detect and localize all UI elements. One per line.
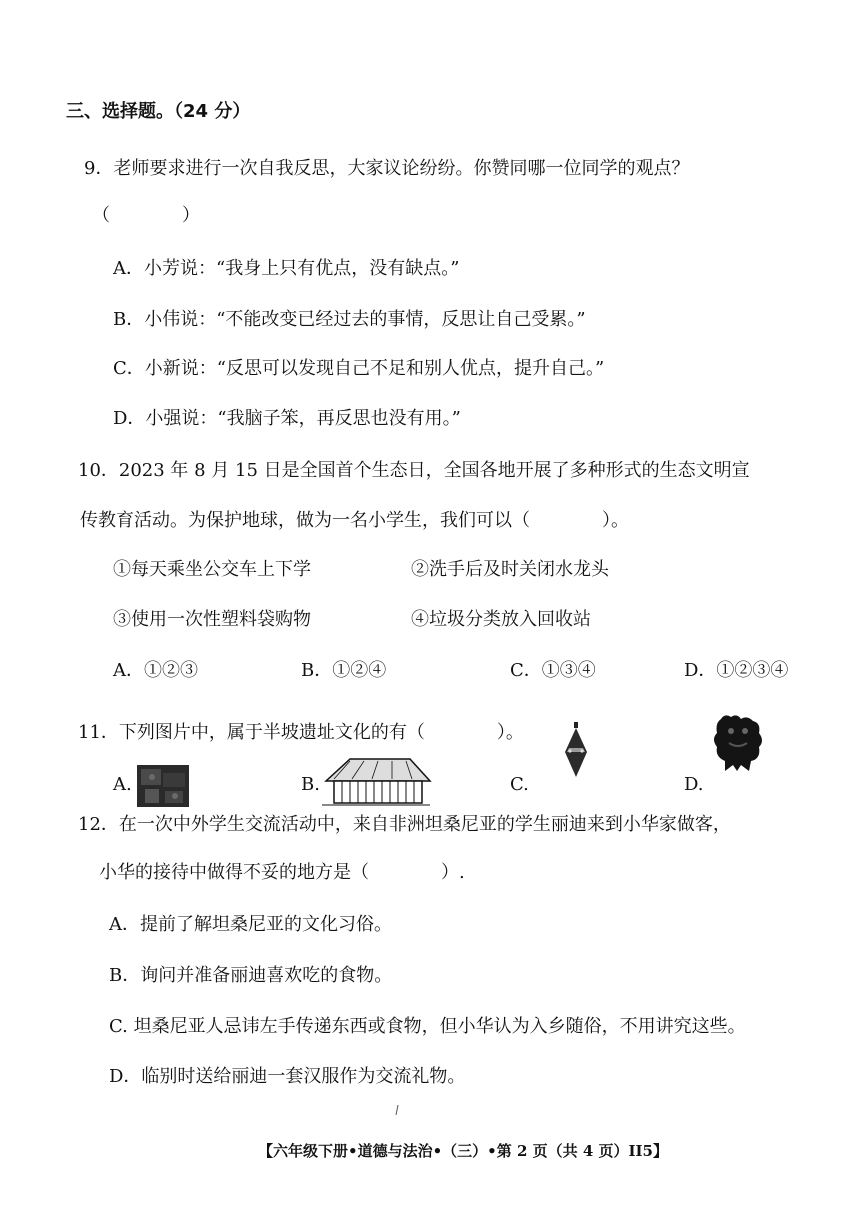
q10-option-d: D．①②③④ bbox=[684, 660, 789, 681]
q9-answer-blank: （ ） bbox=[92, 205, 200, 226]
q10-option-c: C．①③④ bbox=[510, 660, 596, 681]
q12-option-c: C. 坦桑尼亚人忌讳左手传递东西或食物，但小华认为入乡随俗，不用讲究这些。 bbox=[109, 1016, 746, 1037]
q9-option-a: A．小芳说：“我身上只有优点，没有缺点。” bbox=[113, 258, 460, 279]
q11-stem: 11．下列图片中，属于半坡遗址文化的有（ ）。 bbox=[78, 722, 524, 743]
q9-option-b: B．小伟说：“不能改变已经过去的事情，反思让自己受累。” bbox=[113, 309, 586, 330]
bronze-figure-sculpture bbox=[711, 713, 767, 773]
q11-option-a: A. bbox=[113, 774, 132, 795]
q9-option-c: C．小新说：“反思可以发现自己不足和别人优点，提升自己。” bbox=[113, 358, 605, 379]
section-title: 三、选择题。（24 分） bbox=[66, 101, 251, 122]
q11-option-b: B. bbox=[301, 774, 320, 795]
q10-item-1: ①每天乘坐公交车上下学 bbox=[113, 559, 311, 580]
page-footer: 【六年级下册•道德与法治•（三）•第 2 页（共 4 页）II5】 bbox=[258, 1142, 668, 1160]
dark-artifact-photo bbox=[137, 765, 189, 807]
q12-stem-line1: 12．在一次中外学生交流活动中，来自非洲坦桑尼亚的学生丽迪来到小华家做客， bbox=[78, 814, 731, 835]
q11-option-d: D. bbox=[684, 774, 704, 795]
q10-stem-line2: 传教育活动。为保护地球，做为一名小学生，我们可以（ ）。 bbox=[80, 510, 629, 531]
q12-option-a: A．提前了解坦桑尼亚的文化习俗。 bbox=[109, 914, 392, 935]
q12-option-d: D．临别时送给丽迪一套汉服作为交流礼物。 bbox=[109, 1066, 466, 1087]
q12-stem-line2: 小华的接待中做得不妥的地方是（ ）. bbox=[99, 862, 465, 883]
q10-item-3: ③使用一次性塑料袋购物 bbox=[113, 609, 311, 630]
scan-mark bbox=[395, 1100, 399, 1110]
q10-option-a: A．①②③ bbox=[113, 660, 198, 681]
q10-option-b: B．①②④ bbox=[301, 660, 387, 681]
q9-stem: 9．老师要求进行一次自我反思，大家议论纷纷。你赞同哪一位同学的观点？ bbox=[84, 158, 690, 179]
thatched-hut-drawing bbox=[320, 757, 432, 811]
q10-stem-line1: 10．2023 年 8 月 15 日是全国首个生态日，全国各地开展了多种形式的生态文明宣 bbox=[78, 460, 750, 481]
q9-option-d: D．小强说：“我脑子笨，再反思也没有用。” bbox=[113, 408, 461, 429]
q11-option-c: C. bbox=[510, 774, 529, 795]
spindle-pottery-vessel bbox=[563, 722, 589, 778]
q10-item-2: ②洗手后及时关闭水龙头 bbox=[411, 559, 609, 580]
q12-option-b: B．询问并准备丽迪喜欢吃的食物。 bbox=[109, 965, 393, 986]
q10-item-4: ④垃圾分类放入回收站 bbox=[411, 609, 591, 630]
